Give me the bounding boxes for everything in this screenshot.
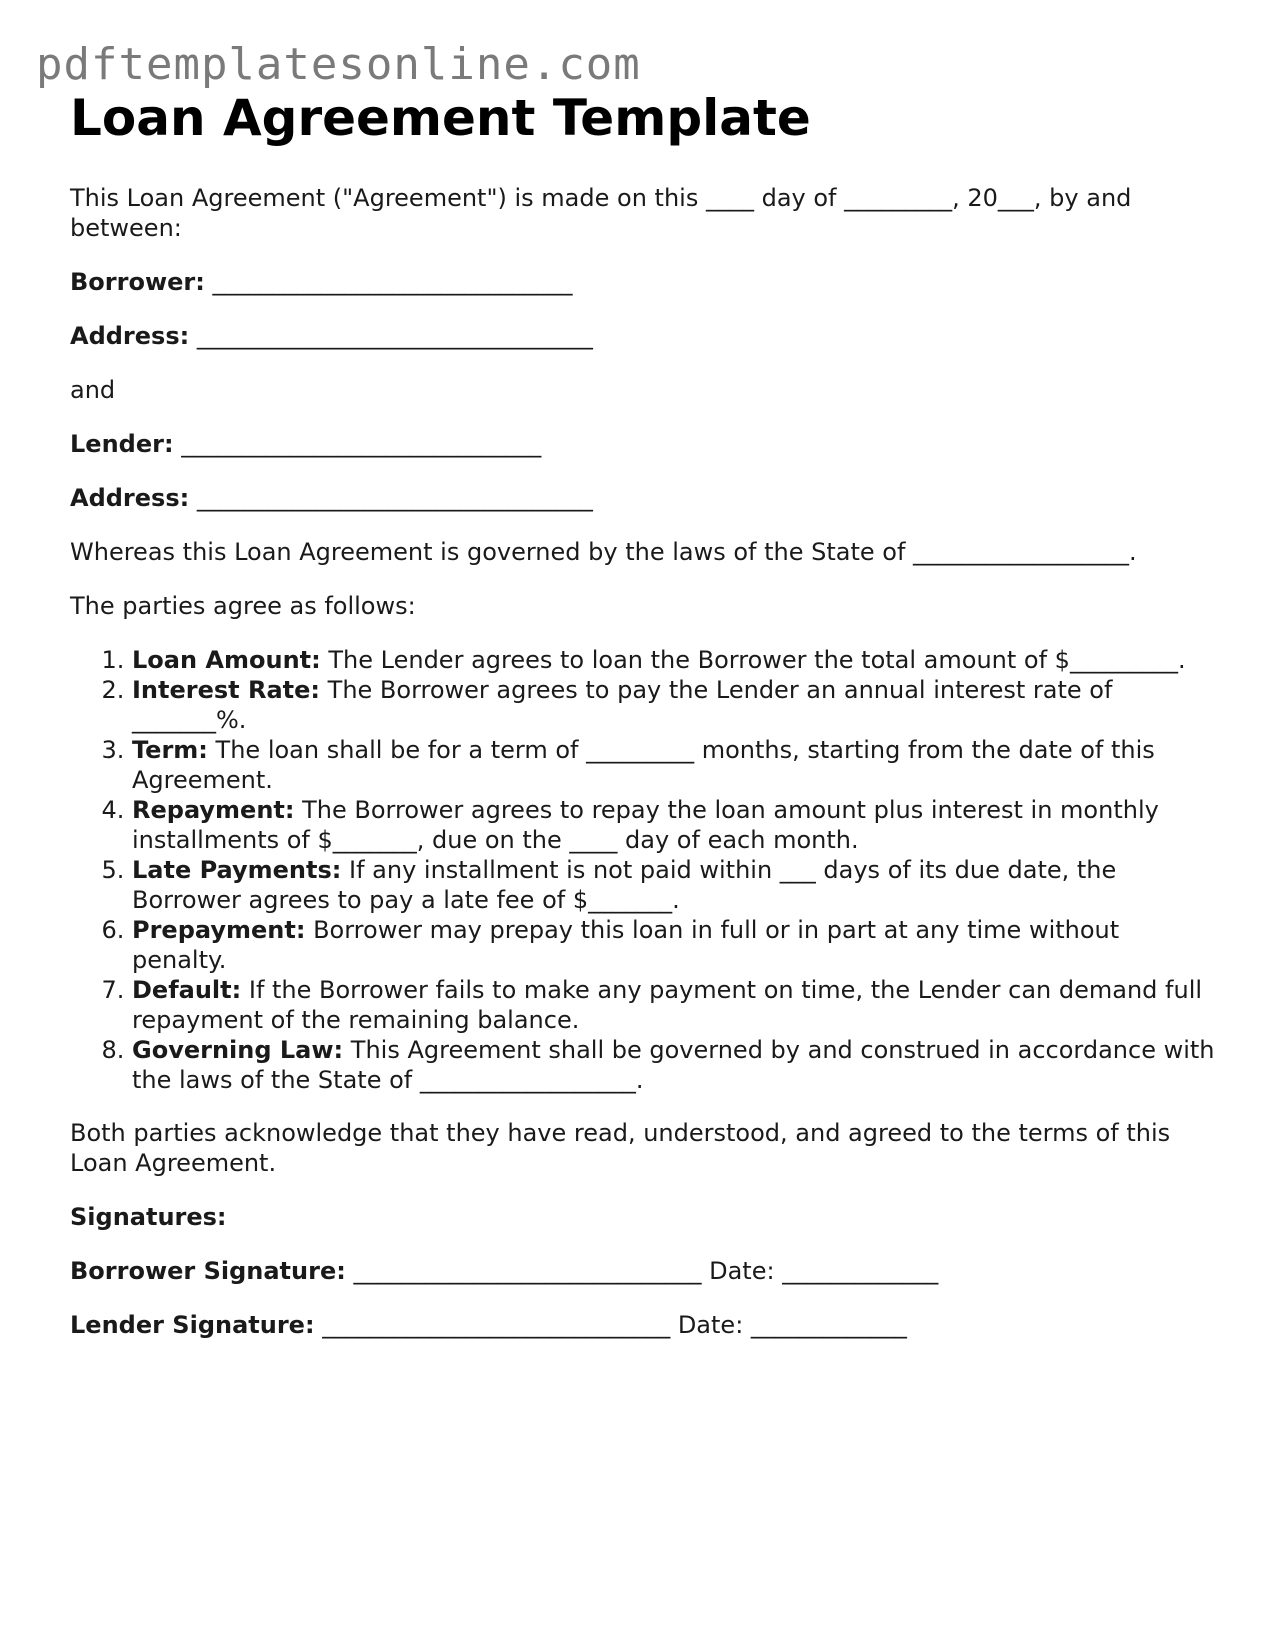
borrower-signature-blank[interactable]: _____________________________ [353,1257,702,1285]
borrower-signature-line [70,1256,1220,1286]
borrower-address-blank[interactable]: _________________________________ [196,322,593,350]
borrower-date-label: Date: [709,1257,775,1285]
lender-label: Lender: [70,430,174,458]
watermark: pdftemplatesonline.com [36,39,641,90]
lender-address-blank[interactable]: _________________________________ [196,484,593,512]
lender-address-field [70,483,1220,513]
lender-signature-blank[interactable]: _____________________________ [322,1311,671,1339]
borrower-address-label: Address: [70,322,190,350]
document-page [70,88,1220,1340]
lender-address-label: Address: [70,484,190,512]
term-item-default [132,975,1220,1035]
term-text: The Borrower agrees to pay the Lender an annual interest rate of _______%. [132,676,1113,734]
lender-date-blank[interactable]: _____________ [750,1311,907,1339]
term-text: This Agreement shall be governed by and construed in accordance with the laws of the State of __________________. [132,1036,1215,1094]
term-text: If any installment is not paid within ___ days of its due date, the Borrower agrees to pay a late fee of $_______. [132,856,1117,914]
borrower-field [70,267,1220,297]
term-text: The Lender agrees to loan the Borrower the total amount of $_________. [328,646,1186,674]
whereas-clause: Whereas this Loan Agreement is governed by the laws of the State of __________________. [70,538,1137,566]
term-label: Repayment: [132,796,295,824]
term-label: Prepayment: [132,916,306,944]
term-text: Borrower may prepay this loan in full or in part at any time without penalty. [132,916,1120,974]
document-title: Loan Agreement Template [70,89,811,147]
term-label: Term: [132,736,208,764]
lender-date-label: Date: [677,1311,744,1339]
term-label: Loan Amount: [132,646,321,674]
borrower-signature-label: Borrower Signature: [70,1257,346,1285]
lender-field [70,429,1220,459]
term-label: Late Payments: [132,856,342,884]
lender-signature-label: Lender Signature: [70,1311,315,1339]
term-text: The loan shall be for a term of _________ months, starting from the date of this Agreement. [132,736,1155,794]
borrower-label: Borrower: [70,268,205,296]
term-item-repayment [132,795,1220,855]
term-item-loan-amount [132,645,1220,675]
borrower-date-blank[interactable]: _____________ [782,1257,939,1285]
term-label: Governing Law: [132,1036,344,1064]
signatures-heading: Signatures: [70,1203,227,1231]
intro-paragraph: This Loan Agreement ("Agreement") is made on this ____ day of _________, 20___, by and between: [70,184,1132,242]
terms-list [70,645,1220,1095]
term-item-governing-law [132,1035,1220,1095]
lender-signature-line [70,1310,1220,1340]
term-item-prepayment [132,915,1220,975]
term-item-interest-rate [132,675,1220,735]
term-label: Default: [132,976,242,1004]
term-item-late-payments [132,855,1220,915]
lender-blank[interactable]: ______________________________ [181,430,542,458]
acknowledgement-paragraph: Both parties acknowledge that they have read, understood, and agreed to the terms of this Loan Agreement. [70,1119,1171,1177]
term-text: If the Borrower fails to make any payment on time, the Lender can demand full repayment of the remaining balance. [132,976,1203,1034]
and-text: and [70,376,116,404]
borrower-blank[interactable]: ______________________________ [212,268,573,296]
borrower-address-field [70,321,1220,351]
agree-intro: The parties agree as follows: [70,592,416,620]
term-item-term [132,735,1220,795]
term-label: Interest Rate: [132,676,321,704]
term-text: The Borrower agrees to repay the loan amount plus interest in monthly installments of $_______, due on the ____ day of each month. [132,796,1159,854]
